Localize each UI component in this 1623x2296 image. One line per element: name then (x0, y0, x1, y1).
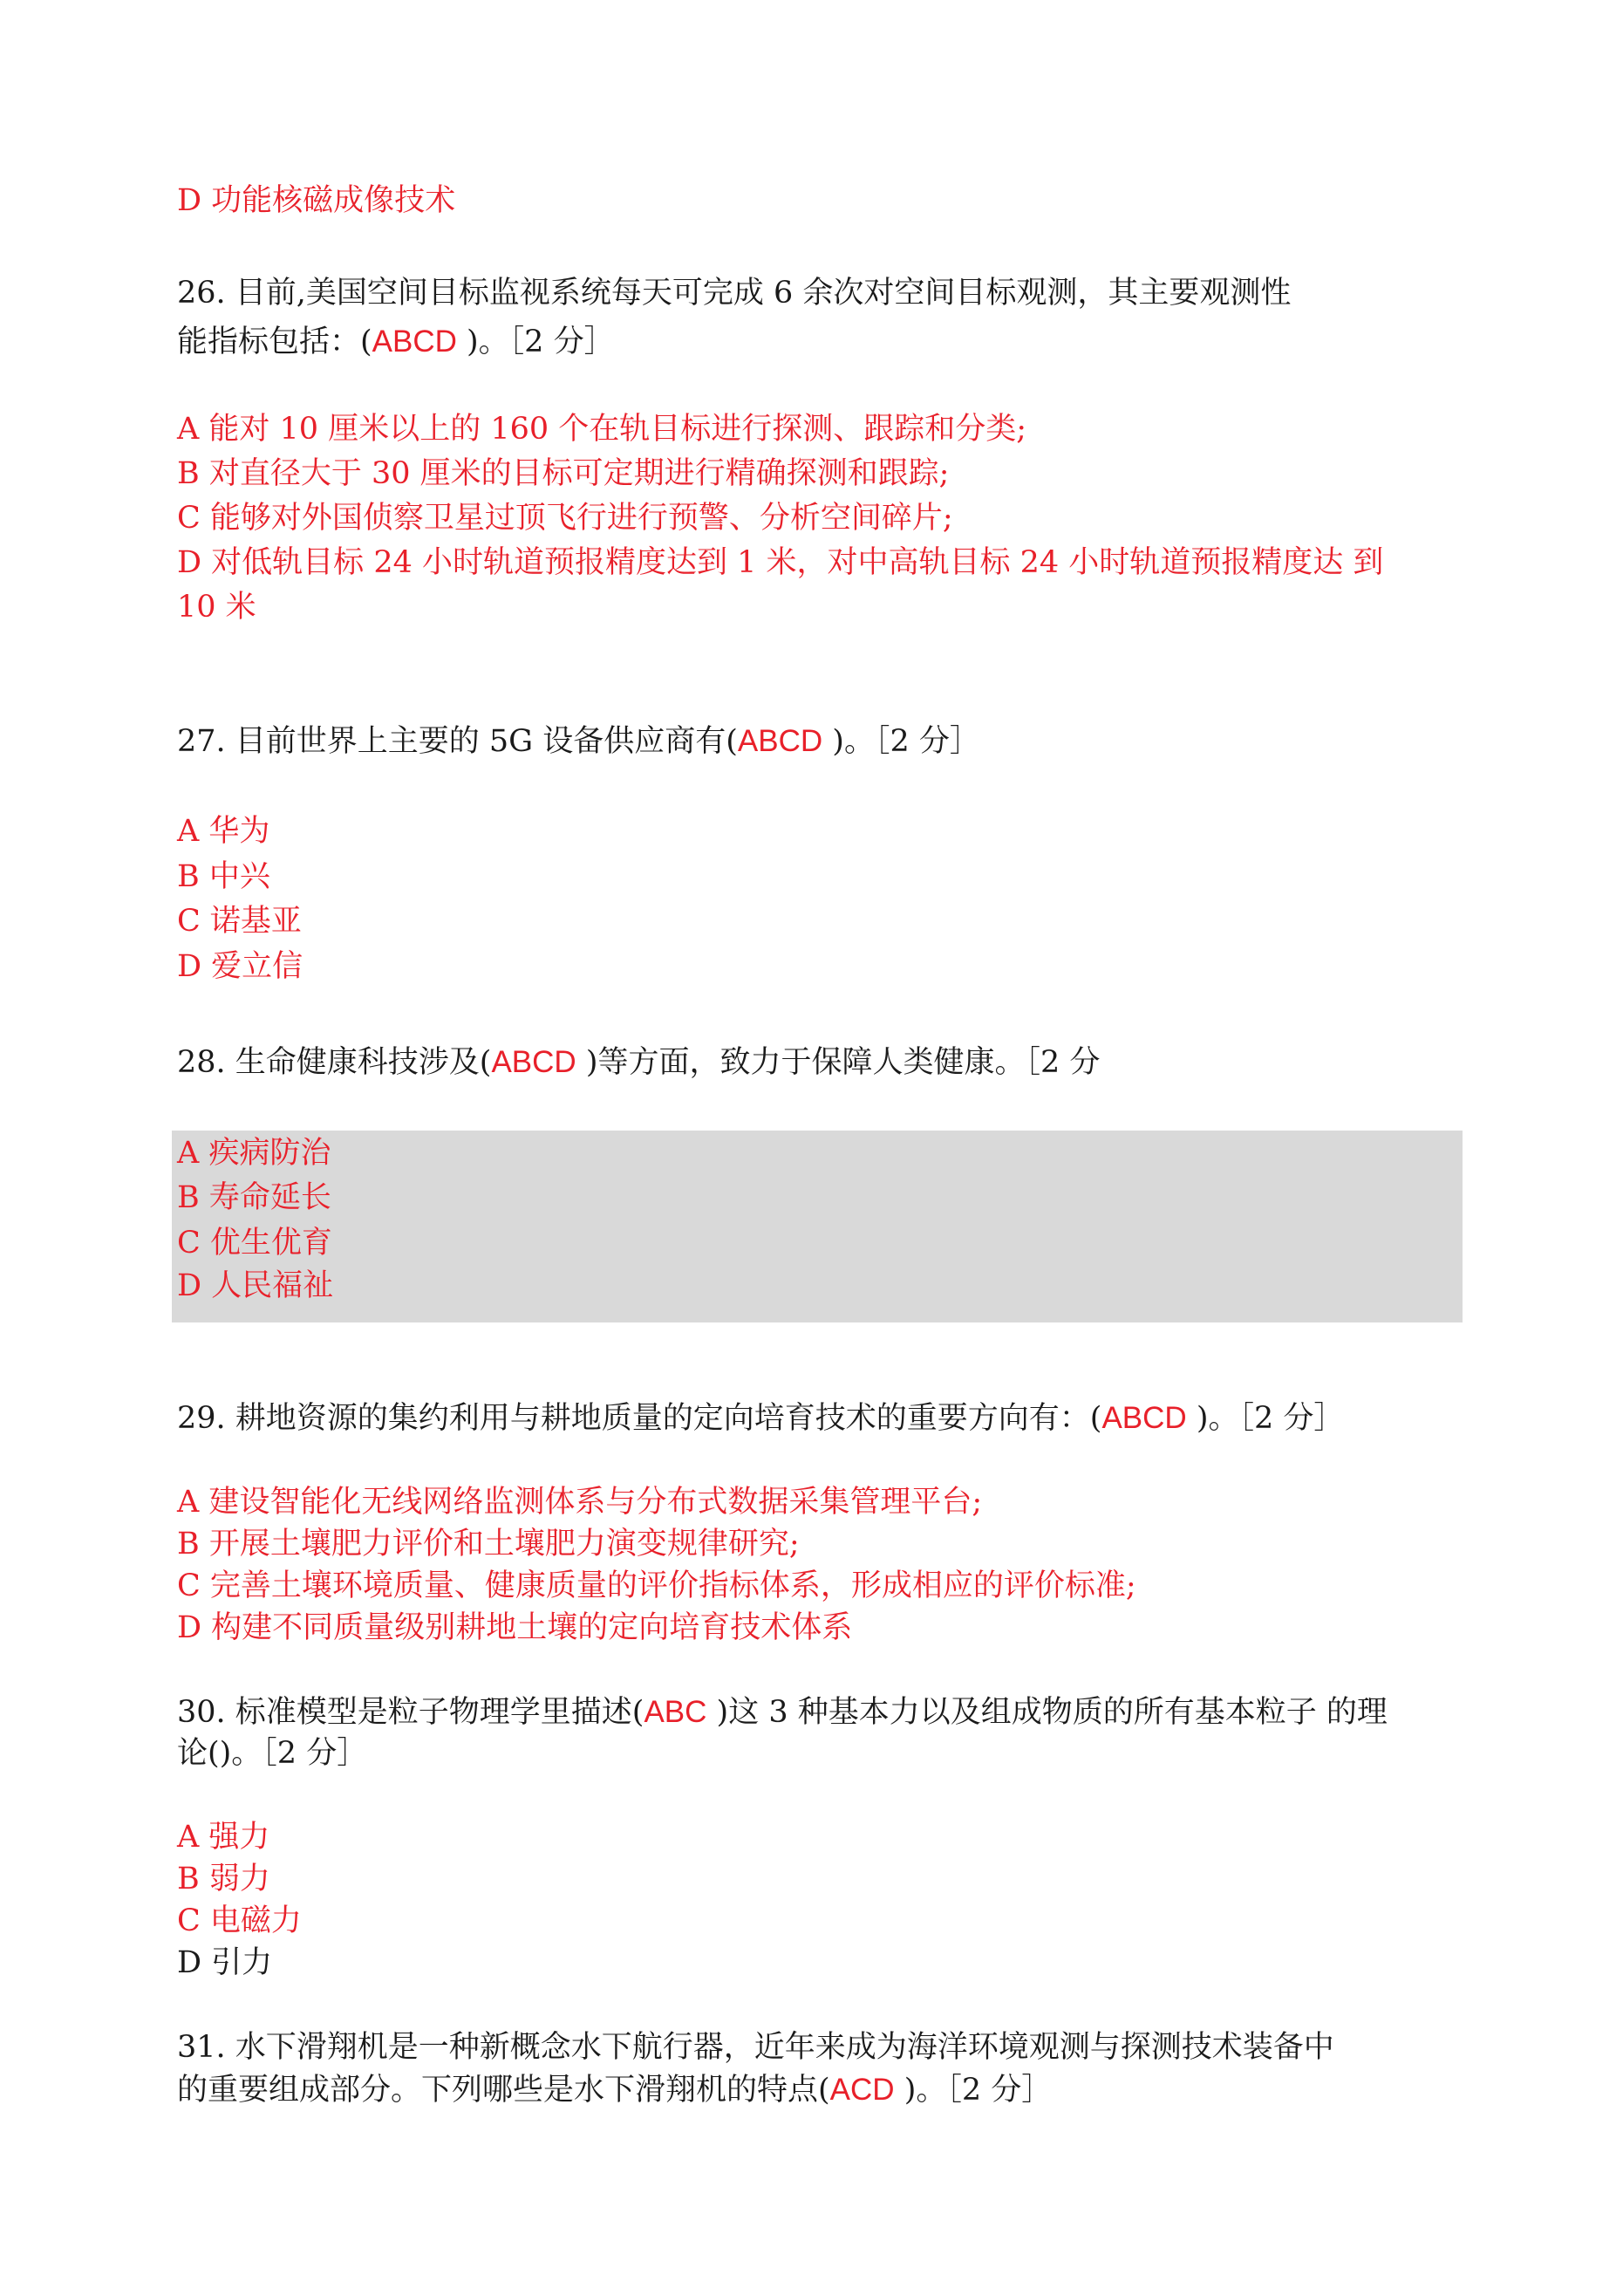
q29-score: )。［2 分］ (1186, 1401, 1345, 1436)
q30-answer: ABC (644, 1695, 707, 1729)
q28-score: )等方面，致力于保障人类健康。［2 分 (576, 1045, 1101, 1080)
q31-question-line1: 31. 水下滑翔机是一种新概念水下航行器，近年来成为海洋环境观测与探测技术装备中 (177, 2030, 1334, 2065)
q27-score: )。［2 分］ (822, 724, 980, 759)
q26-option-d-cont: 10 米 (177, 590, 256, 625)
q29-option-b: B 开展土壤肥力评价和土壤肥力演变规律研究; (177, 1527, 800, 1561)
q28-option-b: B 寿命延长 (177, 1180, 331, 1215)
q25-option-d: D 功能核磁成像技术 (177, 183, 456, 218)
q27-question-text: 27. 目前世界上主要的 5G 设备供应商有( (177, 724, 738, 759)
q30-option-b: B 弱力 (177, 1862, 270, 1896)
q30-question-text: 30. 标准模型是粒子物理学里描述( (177, 1695, 644, 1730)
q29-question (177, 1403, 1344, 1434)
q27-option-b: B 中兴 (177, 859, 270, 894)
q26-question-line1: 26. 目前,美国空间目标监视系统每天可完成 6 余次对空间目标观测，其主要观测性 (177, 276, 1292, 311)
q26-question-text: 能指标包括：( (177, 325, 372, 359)
q31-score: )。［2 分］ (894, 2073, 1053, 2108)
q26-option-a: A 能对 10 厘米以上的 160 个在轨目标进行探测、跟踪和分类; (177, 412, 1027, 447)
q29-answer: ABCD (1101, 1401, 1187, 1435)
q26-option-d: D 对低轨目标 24 小时轨道预报精度达到 1 米，对中高轨目标 24 小时轨道预报精度达 到 (177, 545, 1384, 580)
q30-option-c: C 电磁力 (177, 1903, 302, 1938)
q28-option-d: D 人民福祉 (177, 1268, 334, 1303)
q26-answer: ABCD (372, 325, 457, 359)
q27-option-a: A 华为 (177, 814, 270, 849)
q28-options-highlight (172, 1131, 1463, 1322)
q31-question-line2 (177, 2074, 1052, 2106)
q30-question-text-cont: )这 3 种基本力以及组成物质的所有基本粒子 的理 (706, 1695, 1388, 1730)
q28-option-c: C 优生优育 (177, 1226, 332, 1261)
q29-option-c: C 完善土壤环境质量、健康质量的评价指标体系，形成相应的评价标准; (177, 1568, 1136, 1603)
q29-option-d: D 构建不同质量级别耕地土壤的定向培育技术体系 (177, 1610, 853, 1645)
q29-question-text: 29. 耕地资源的集约利用与耕地质量的定向培育技术的重要方向有：( (177, 1401, 1102, 1436)
q27-option-d: D 爱立信 (177, 949, 303, 984)
q27-answer: ABCD (737, 724, 823, 758)
q28-question-text: 28. 生命健康科技涉及( (177, 1045, 492, 1080)
q26-option-b: B 对直径大于 30 厘米的目标可定期进行精确探测和跟踪; (177, 456, 950, 491)
q26-score: )。［2 分］ (456, 325, 615, 359)
q28-question (177, 1047, 1100, 1078)
q30-question-line2: 论()。［2 分］ (177, 1736, 368, 1771)
q27-question (177, 726, 980, 757)
q28-option-a: A 疾病防治 (177, 1136, 331, 1171)
q26-option-c: C 能够对外国侦察卫星过顶飞行进行预警、分析空间碎片; (177, 501, 953, 536)
q31-question-text: 的重要组成部分。下列哪些是水下滑翔机的特点( (177, 2073, 830, 2108)
q28-answer: ABCD (491, 1045, 576, 1079)
q30-option-a: A 强力 (177, 1820, 270, 1855)
q27-option-c: C 诺基亚 (177, 904, 302, 939)
q26-question-line2 (177, 326, 615, 358)
q31-answer: ACD (829, 2073, 895, 2107)
q29-option-a: A 建设智能化无线网络监测体系与分布式数据采集管理平台; (177, 1485, 983, 1520)
q30-question-line1 (177, 1697, 1388, 1728)
q30-option-d: D 引力 (177, 1945, 273, 1980)
